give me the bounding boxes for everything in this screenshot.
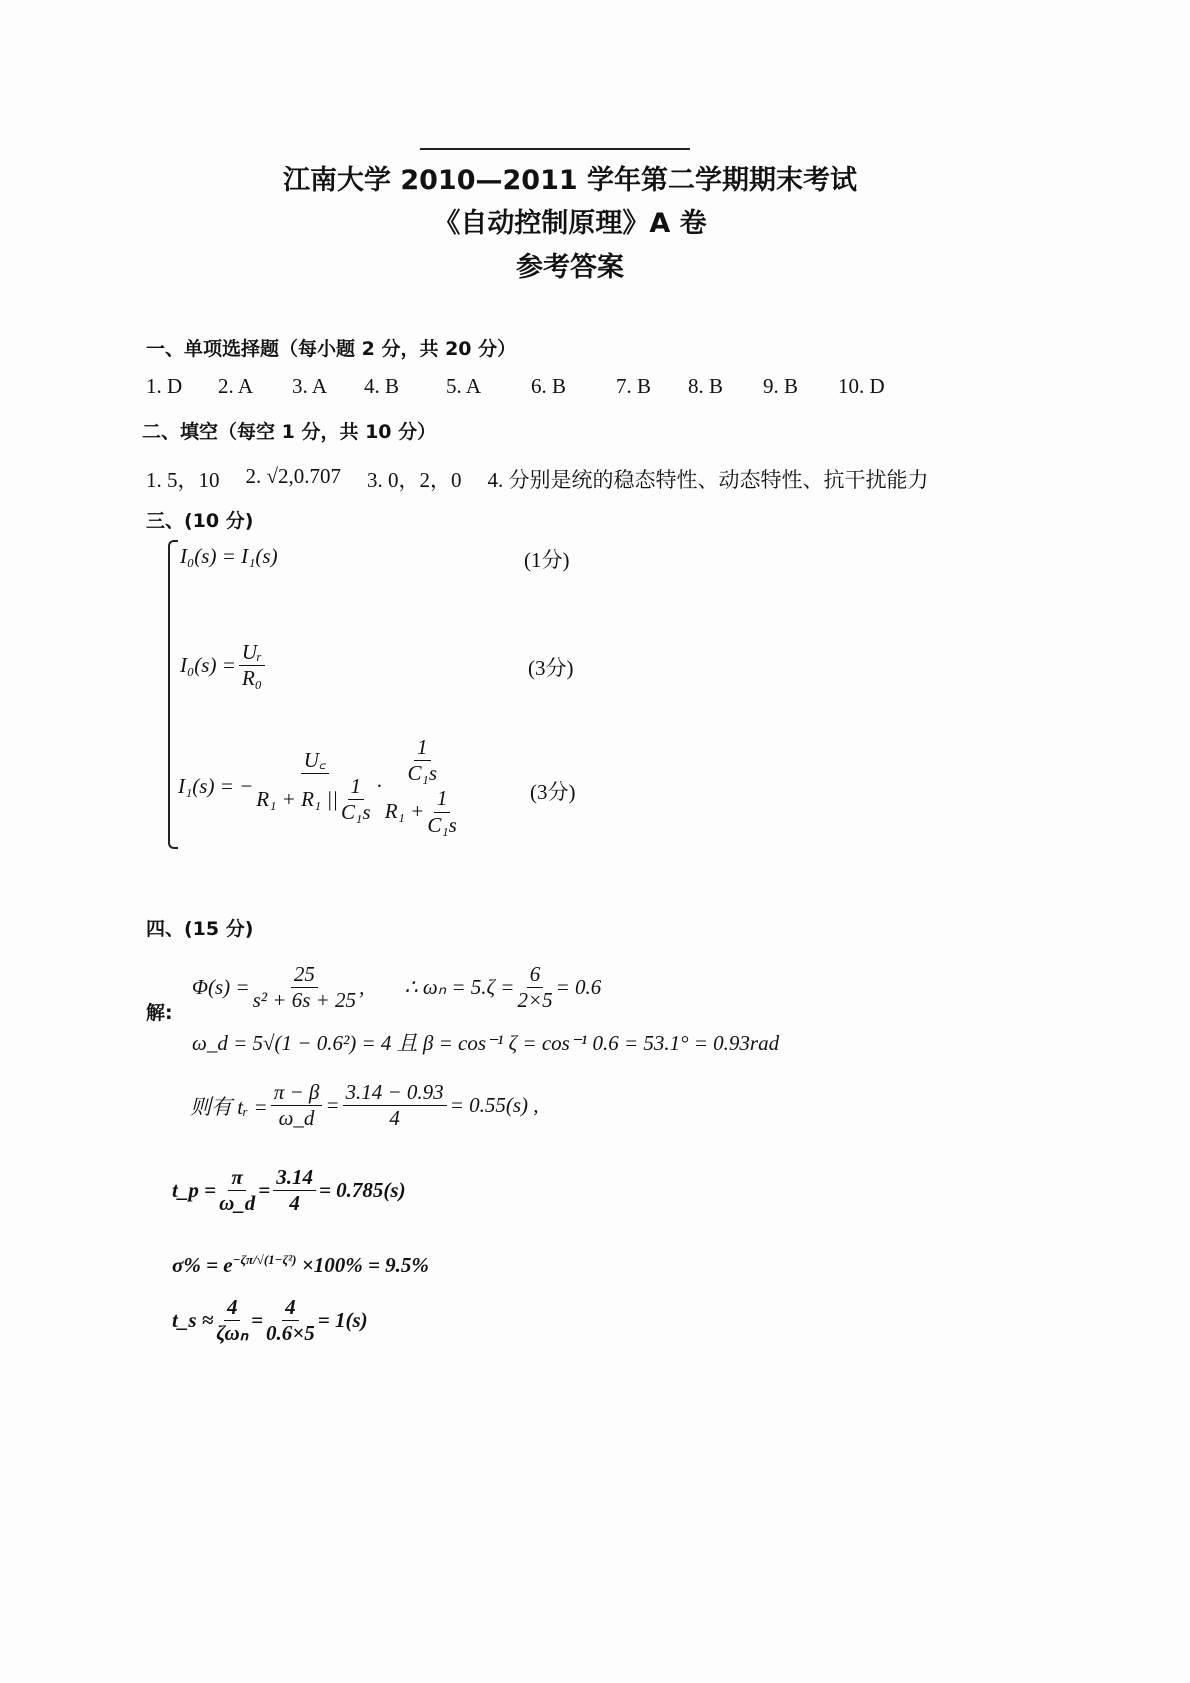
answer: 2. √2,0.707 [245,464,342,488]
denominator: C₁s [427,812,457,837]
answer: 9. B [763,374,799,398]
denominator: 2×5 [517,988,553,1013]
result: = 0.785(s) [318,1178,406,1203]
comma: , [359,975,365,1000]
eq-lhs: t_s ≈ [172,1308,214,1333]
numerator: Uᵣ [239,640,265,666]
numerator: 3.14 − 0.93 [343,1080,447,1106]
answer: 3. 0，2，0 [367,468,462,492]
eq-lhs: I₁(s) = − [178,773,254,798]
equation-3: I₁(s) = − U꜀ R₁ + R₁ || $\frac{1}{\text{C₁s}}$ · $\frac{1}{\text{C₁s}}$ R₁ + $\frac{1}{\text{C₁s}}$ [178,735,457,837]
numerator: U꜀ [301,748,329,774]
course-title: 《自动控制原理》A 卷 [433,208,707,239]
overshoot-equation [172,1252,429,1278]
answer: 6. B [531,374,567,398]
result: = 0.6 [555,975,602,1000]
numerator: 25 [291,962,318,988]
score: (1分) [524,548,570,572]
section-4-heading: 四、(15 分) [146,918,254,940]
numerator: π − β [271,1080,323,1106]
equation-1: I₀(s) = I₁(s) [180,544,278,568]
denominator: ζωₙ [216,1321,249,1346]
answer: 1. D [146,374,183,398]
damped-frequency-equation: ω_d = 5√(1 − 0.6²) = 4 且 β = cos⁻¹ ζ = cos⁻¹ 0.6 = 53.1° = 0.93rad [192,1031,780,1055]
equation-brace [168,540,178,849]
answer: 10. D [838,374,885,398]
denominator: ω_d [219,1191,256,1216]
denominator: C₁s [341,799,371,824]
answer: 8. B [688,374,724,398]
eq-lhs: Φ(s) = [192,975,250,1000]
exponent: −ζπ/√(1−ζ²) [232,1252,297,1267]
eq-lhs: I₀(s) = [180,653,236,678]
result: = 0.55(s) , [449,1093,539,1118]
answer: 4. B [364,374,400,398]
settling-time-equation: t_s ≈ $\frac{4}{\text{ζωₙ}}$ = $\frac{4}{0.6\times 5}$ = 1(s) [172,1295,368,1346]
answer: 3. A [292,374,328,398]
denominator: C₁s [407,761,438,786]
exam-title: 江南大学 2010—2011 学年第二学期期末考试 [282,165,858,196]
eq-lhs: σ% = e [172,1253,233,1277]
numerator: 6 [527,962,544,988]
equation-2 [180,640,268,691]
denominator: R₀ [241,666,263,691]
answer: 1. 5，10 [146,468,220,492]
numerator: 3.14 [273,1165,316,1191]
numerator: 4 [224,1295,241,1321]
answer: 7. B [616,374,652,398]
peak-time-equation: t_p = $\frac{\pi}{\omega\_d}$ = $\frac{3.14}{4}$ = 0.785(s) [172,1165,406,1216]
score: (3分) [528,656,574,680]
denominator: 4 [389,1106,400,1131]
answer: 4. 分别是统的稳态特性、动态特性、抗干扰能力 [487,468,929,492]
denominator: 4 [289,1191,300,1216]
score: (3分) [530,780,576,804]
denominator: R₁ + R₁ || [256,786,339,811]
answer: 5. A [446,374,482,398]
section-1-answers [146,374,885,399]
numerator: 4 [282,1295,299,1321]
result: ×100% = 9.5% [301,1253,429,1277]
section-2-heading: 二、填空（每空 1 分，共 10 分） [142,421,437,443]
numerator: π [228,1165,245,1191]
denominator: ω_d [278,1106,315,1131]
transfer-function-equation [192,962,601,1013]
rise-time-equation: 则有 tᵣ = $\frac{\pi - \beta}{\omega\_d}$ = $\frac{3.14 - 0.93}{4}$ = 0.55(s) , [190,1080,539,1131]
denominator: R₁ + [384,799,425,824]
numerator: 1 [348,774,365,800]
natural-frequency: ∴ ωₙ = 5.ζ = [404,975,515,1000]
denominator: s² + 6s + 25 [252,988,357,1013]
answer-key-title: 参考答案 [516,252,624,283]
header-rule [420,148,690,150]
numerator: 1 [434,786,451,812]
numerator: 1 [414,735,431,761]
section-2-answers [146,464,929,494]
eq-lhs: t_p = [172,1178,217,1203]
answer: 2. A [218,374,254,398]
denominator: 0.6×5 [266,1321,315,1346]
section-1-heading: 一、单项选择题（每小题 2 分，共 20 分） [146,338,517,360]
eq-lhs: 则有 tᵣ = [190,1094,268,1119]
solution-label: 解: [146,1002,173,1024]
section-3-heading: 三、(10 分) [146,510,254,532]
result: = 1(s) [317,1308,368,1333]
